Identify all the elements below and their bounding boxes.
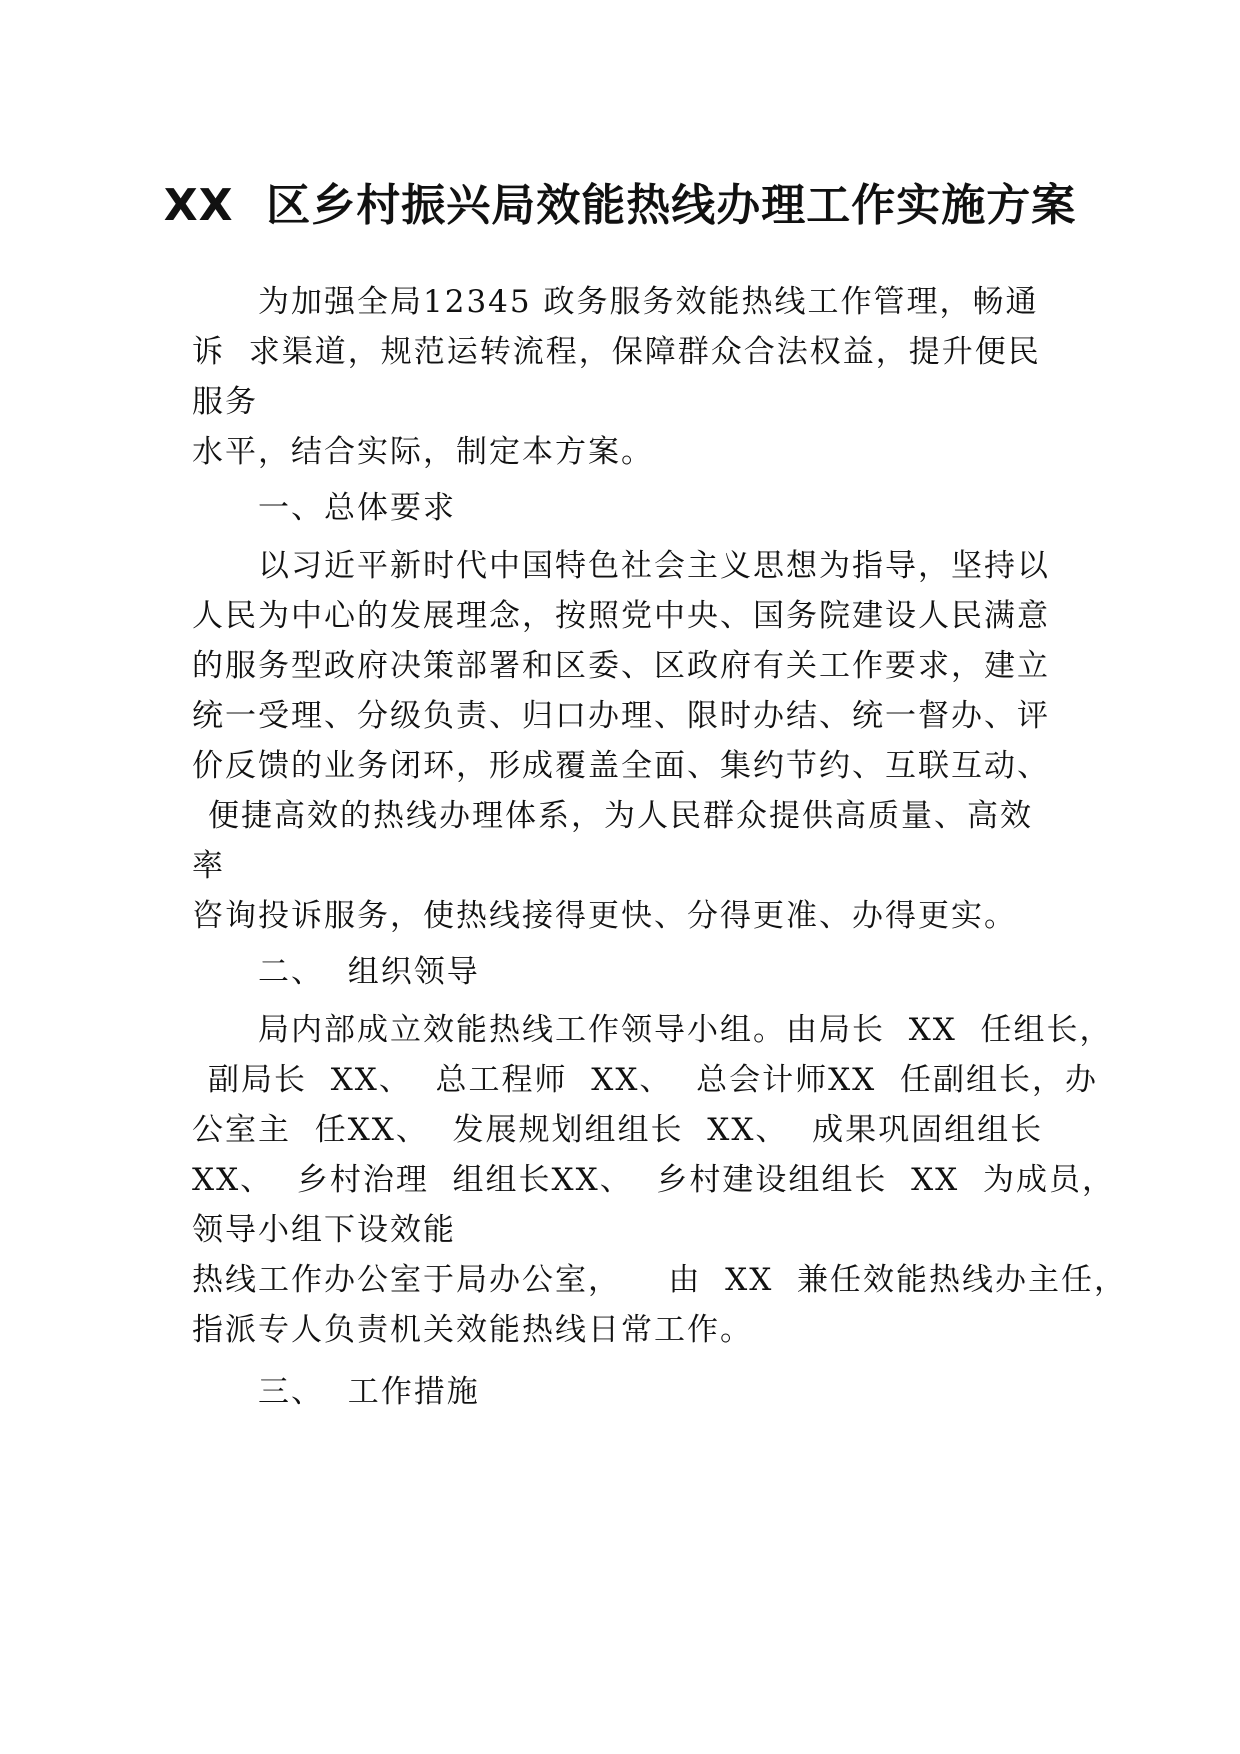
paragraph-line: 领导小组下设效能 xyxy=(192,1212,456,1248)
paragraph-line: 统一受理、分级负责、归口办理、限时办结、统一督办、评 xyxy=(192,698,1050,734)
paragraph-line: 的服务型政府决策部署和区委、区政府有关工作要求，建立 xyxy=(192,648,1050,684)
paragraph-line: 率 xyxy=(192,848,225,884)
document-title: XX 区乡村振兴局效能热线办理工作实施方案 xyxy=(163,180,1077,231)
section-heading-3: 三、 工作措施 xyxy=(258,1374,480,1410)
section-heading-2: 二、 组织领导 xyxy=(258,954,480,990)
paragraph-line: 服务 xyxy=(192,384,258,420)
paragraph-line: XX、 乡村治理 组组长XX、 乡村建设组组长 XX 为成员， xyxy=(192,1162,1115,1198)
paragraph-line: 价反馈的业务闭环，形成覆盖全面、集约节约、互联互动、 xyxy=(192,748,1050,784)
paragraph-line: 诉 求渠道，规范运转流程，保障群众合法权益，提升便民 xyxy=(192,334,1041,370)
paragraph-line: 水平，结合实际，制定本方案。 xyxy=(192,434,654,470)
paragraph-line: 热线工作办公室于局办公室， 由 XX 兼任效能热线办主任， xyxy=(192,1262,1127,1298)
paragraph-line: 便捷高效的热线办理体系，为人民群众提供高质量、高效 xyxy=(208,798,1033,834)
paragraph-line: 咨询投诉服务，使热线接得更快、分得更准、办得更实。 xyxy=(192,898,1017,934)
paragraph-line: 副局长 XX、 总工程师 XX、 总会计师XX 任副组长，办 xyxy=(208,1062,1098,1098)
paragraph-line: 局内部成立效能热线工作领导小组。由局长 XX 任组长， xyxy=(258,1012,1113,1048)
paragraph-line: 公室主 任XX、 发展规划组组长 XX、 成果巩固组组长 xyxy=(192,1112,1044,1148)
paragraph-line: 为加强全局12345 政务服务效能热线工作管理，畅通 xyxy=(258,284,1039,320)
paragraph-line: 人民为中心的发展理念，按照党中央、国务院建设人民满意 xyxy=(192,598,1050,634)
section-heading-1: 一、总体要求 xyxy=(258,490,456,526)
paragraph-line: 指派专人负责机关效能热线日常工作。 xyxy=(192,1312,753,1348)
paragraph-line: 以习近平新时代中国特色社会主义思想为指导，坚持以 xyxy=(258,548,1050,584)
